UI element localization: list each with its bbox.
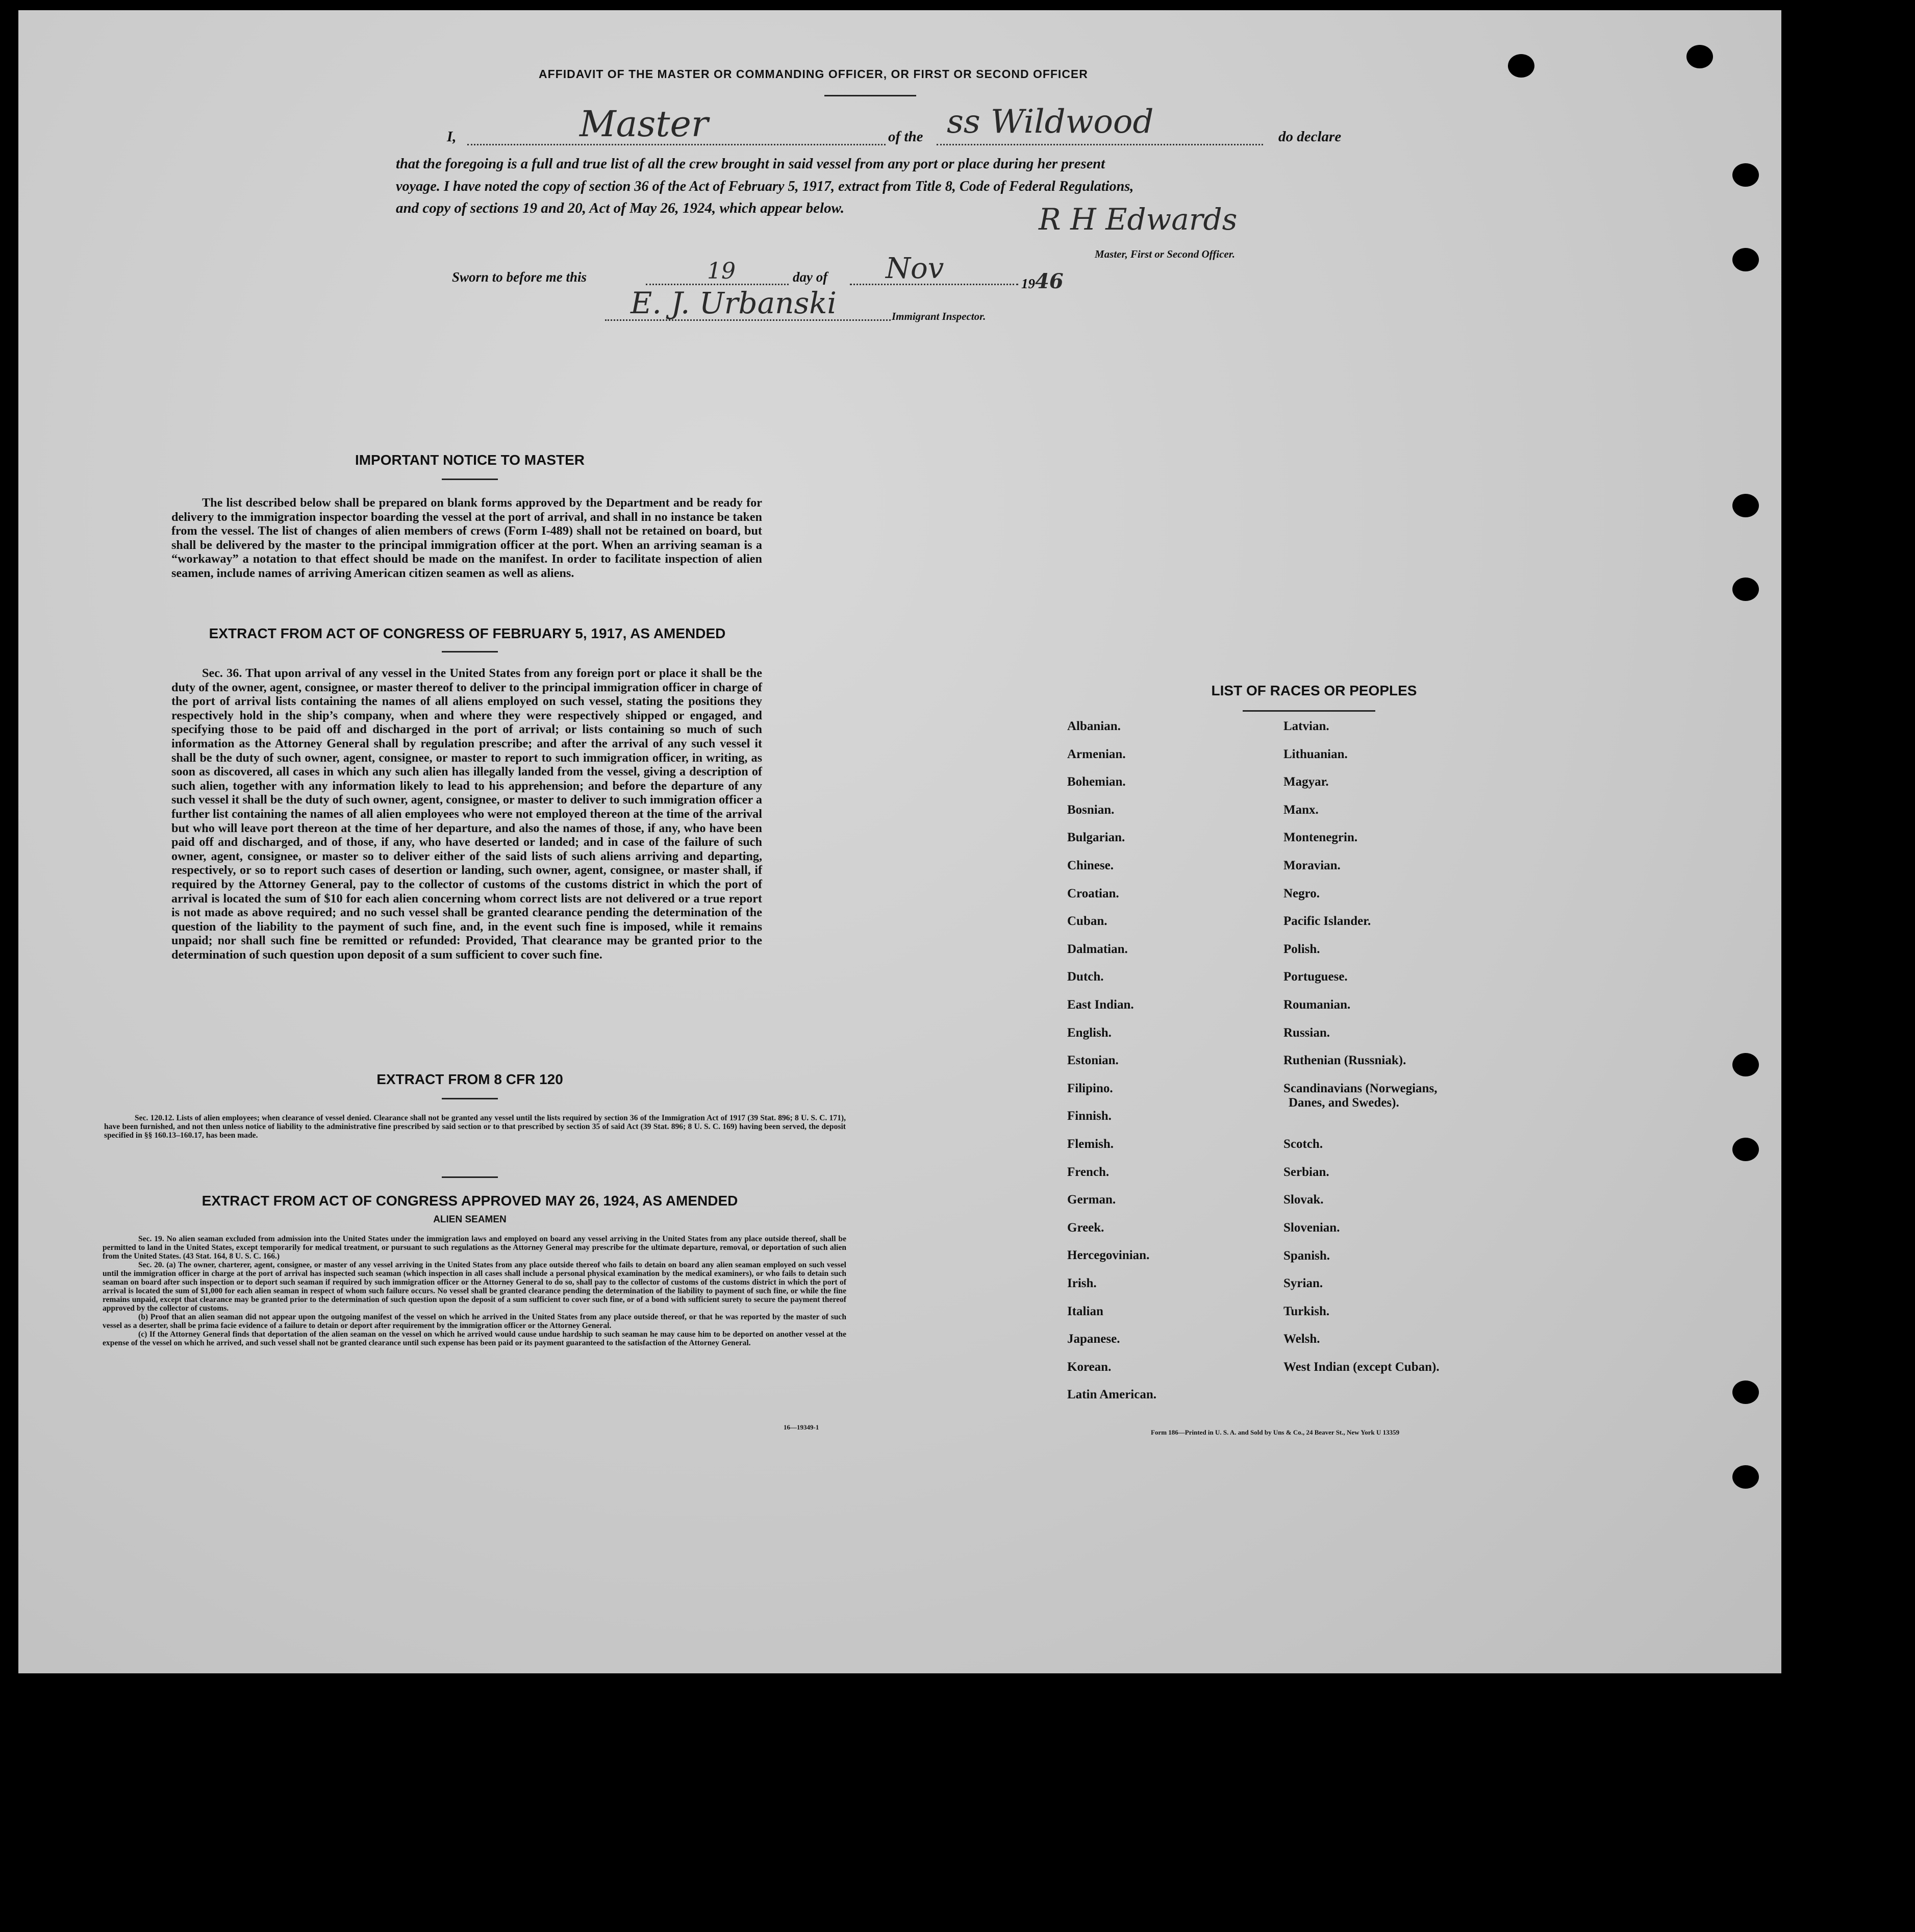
declaration-line-3: voyage. I have noted the copy of section 36 of the Act of February 5, 1917, extract from Title 8, Code of Federal Regulations, <box>396 179 1134 194</box>
race-item: Latvian. <box>1283 719 1329 733</box>
year-prefix-text: 19 <box>1021 276 1035 291</box>
race-item: Chinese. <box>1067 859 1114 872</box>
race-item: English. <box>1067 1025 1112 1040</box>
divider <box>442 1176 498 1178</box>
punch-hole <box>1732 1465 1759 1489</box>
cfr-title: EXTRACT FROM 8 CFR 120 <box>376 1071 563 1087</box>
race-item: Russian. <box>1283 1025 1330 1040</box>
day-of-label: day of <box>793 269 828 285</box>
sec-20a-text: Sec. 20. (a) The owner, charterer, agent, consignee, or master of any vessel arriving in the United States from any place outside thereof who fails to detain on board any alien seaman employed on such vessel until the immigration officer in charge at the port of arrival has inspected such seaman (which inspection in all cases shall include a personal physical examination by the medical examiners), or who fails to detain such seaman on board after such inspection or to deport such seaman if required by such immigration officer or the Attorney General to do so, shall pay to the collector of customs of the customs district in which the port of arrival is located the sum of $1,000 for each alien seaman in respect of whom such failure occurs. No vessel shall be granted clearance pending the determination of the liability to payment of such fine, or while the fine remains unpaid, except that clearance may be granted prior to the determination of such question upon the deposit of a sum sufficient to cover such fine, or of a bond with sufficient surety to secure the payment thereof approved by the collector of customs. <box>103 1261 846 1313</box>
race-item: Magyar. <box>1283 775 1329 789</box>
race-item: Estonian. <box>1067 1053 1119 1068</box>
handwritten-master: Master <box>579 103 709 145</box>
race-item: Slovak. <box>1283 1193 1324 1207</box>
race-item: Croatian. <box>1067 886 1119 900</box>
master-signature: R H Edwards <box>1039 202 1238 237</box>
notice-text: The list described below shall be prepared on blank forms approved by the Department and be ready for delivery to the immigration inspector boarding the vessel at the port of arrival, and shall in no instance be taken from the vessel. The list of changes of alien members of crews (Form I-489) shall not be retained on board, but shall be delivered by the master to the principal immigration officer at the port. When an arriving seaman is a “workaway” a notation to that effect should be made on the manifest. In order to facilitate inspection of alien seamen, include names of arriving American citizen seamen as well as aliens. <box>171 496 762 580</box>
punch-hole <box>1732 1138 1759 1161</box>
extract-1917-text: Sec. 36. That upon arrival of any vessel in the United States from any foreign port or place it shall be the duty of the owner, agent, consignee, or master thereof to deliver to the principal immigration officer in charge of the port of arrival lists containing the names of all aliens employed on such vessel, stating the positions they respectively hold in the ship’s company, when and where they were respectively shipped or engaged, and specifying those to be paid off and discharged in the port of arrival; or lists containing so much of such information as the Attorney General shall by regulation prescribe; and after the arrival of any such vessel it shall be the duty of such owner, agent, consignee, or master to report to such immigration officer, in writing, as soon as discovered, all cases in which any such alien has illegally landed from the vessel, giving a description of such alien, together with any information likely to lead to his apprehension; and before the departure of any such vessel it shall be the duty of such owner, agent, consignee, or master to deliver to such immigration officer a further list containing the names of all alien employees who were not employed thereon at the time of the arrival but who will leave port thereon at the time of her departure, and also the names of those, if any, who have been paid off and discharged, and of those, if any, who have deserted or landed; and in case of the failure of such owner, agent, consignee, or master so to deliver either of the said lists of such aliens arriving and departing, respectively, or so to report such cases of desertion or landing, such owner, agent, consignee, or master shall, if required by the Attorney General, pay to the collector of customs of the customs district in which the port of arrival is located the sum of $10 for each alien concerning whom correct lists are not delivered or a true report is not made as above required; and no such vessel shall be granted clearance pending the determination of the question of the liability to the payment of such fine, and, in the event such fine is imposed, while it remains unpaid; nor shall such fine be remitted or refunded: Provided, That clearance may be granted prior to the determination of such question upon deposit of a sum sufficient to cover such fine. <box>171 666 762 962</box>
do-declare-label: do declare <box>1278 129 1342 145</box>
cfr-underline <box>442 1098 498 1099</box>
vessel-underline <box>937 144 1263 145</box>
race-item: Bohemian. <box>1067 775 1126 789</box>
race-item: Danes, and Swedes). <box>1289 1095 1399 1110</box>
punch-hole <box>1732 1053 1759 1076</box>
race-item: West Indian (except Cuban). <box>1283 1360 1440 1374</box>
punch-hole <box>1732 494 1759 517</box>
document-sheet <box>18 10 1781 1673</box>
punch-hole <box>1686 45 1713 68</box>
race-item: Albanian. <box>1067 719 1121 733</box>
inspector-signature: E. J. Urbanski <box>631 286 837 320</box>
extract-1924-title: EXTRACT FROM ACT OF CONGRESS APPROVED MAY 26, 1924, AS AMENDED <box>201 1193 738 1209</box>
race-item: Finnish. <box>1067 1109 1112 1123</box>
race-item: Hercegovinian. <box>1067 1248 1150 1263</box>
race-item: Ruthenian (Russniak). <box>1283 1053 1406 1068</box>
race-item: Dalmatian. <box>1067 942 1128 956</box>
sworn-year: 46 <box>1035 269 1064 293</box>
race-item: Lithuanian. <box>1283 747 1348 761</box>
year-prefix <box>1021 269 1064 293</box>
race-item: Italian <box>1067 1304 1103 1318</box>
race-item: Irish. <box>1067 1276 1097 1290</box>
race-item: Syrian. <box>1283 1276 1323 1291</box>
race-item: Montenegrin. <box>1283 831 1358 845</box>
race-item: French. <box>1067 1165 1110 1179</box>
notice-underline <box>442 479 498 480</box>
sec-20c-text: (c) If the Attorney General finds that deportation of the alien seaman on the vessel on which he arrived would cause undue hardship to such seaman he may cause him to be deported on another vessel at the expense of the vessel on which he arrived, and such vessel shall not be granted clearance until such expense has been paid or its payment guaranteed to the satisfaction of the Attorney General. <box>103 1330 846 1347</box>
title-underline <box>824 95 916 96</box>
race-item: Korean. <box>1067 1360 1112 1374</box>
race-item: Scandinavians (Norwegians, <box>1283 1081 1438 1095</box>
race-item: Polish. <box>1283 942 1320 956</box>
races-title: LIST OF RACES OR PEOPLES <box>1211 683 1417 698</box>
extract-1917-title: EXTRACT FROM ACT OF CONGRESS OF FEBRUARY 5, 1917, AS AMENDED <box>209 625 726 641</box>
race-item: Slovenian. <box>1283 1221 1340 1235</box>
extract-1917-underline <box>442 651 498 653</box>
race-item: Serbian. <box>1283 1165 1329 1179</box>
sworn-month: Nov <box>886 252 944 285</box>
race-item: Manx. <box>1283 802 1319 817</box>
races-underline <box>1243 710 1375 712</box>
race-item: Dutch. <box>1067 970 1104 984</box>
race-item: East Indian. <box>1067 998 1134 1012</box>
race-item: Pacific Islander. <box>1283 914 1371 929</box>
race-item: Scotch. <box>1283 1137 1323 1151</box>
race-item: Greek. <box>1067 1220 1104 1235</box>
race-item: Cuban. <box>1067 914 1107 929</box>
race-item: Armenian. <box>1067 747 1126 761</box>
master-signature-caption: Master, First or Second Officer. <box>1095 248 1235 260</box>
sworn-day: 19 <box>707 258 736 284</box>
race-item: Spanish. <box>1283 1248 1330 1263</box>
punch-hole <box>1508 54 1534 78</box>
inspector-caption: Immigrant Inspector. <box>892 310 986 322</box>
notice-title: IMPORTANT NOTICE TO MASTER <box>355 452 585 468</box>
race-item: Bulgarian. <box>1067 831 1125 845</box>
sworn-prefix: Sworn to before me this <box>452 269 587 285</box>
punch-hole <box>1732 578 1759 601</box>
punch-hole <box>1732 163 1759 187</box>
extract-1924-subtitle: ALIEN SEAMEN <box>433 1214 507 1225</box>
race-item: Flemish. <box>1067 1137 1114 1151</box>
punch-hole <box>1732 1381 1759 1404</box>
declaration-line-4: and copy of sections 19 and 20, Act of May 26, 1924, which appear below. <box>396 200 845 216</box>
extract-1924-body <box>103 1235 846 1347</box>
handwritten-vessel: ss Wildwood <box>947 103 1154 141</box>
form-footer: Form 186—Printed in U. S. A. and Sold by Uns & Co., 24 Beaver St., New York U 13359 <box>1151 1428 1400 1436</box>
race-item: Bosnian. <box>1067 802 1115 817</box>
race-item: German. <box>1067 1193 1116 1207</box>
race-item: Welsh. <box>1283 1332 1320 1346</box>
sec-20b-text: (b) Proof that an alien seaman did not appear upon the outgoing manifest of the vessel on which he arrived in the United States from any place outside thereof, or that he was reported by the master of such vessel as a deserter, shall be prima facie evidence of a failure to detain or deport after requirement by the immigration officer or the Attorney General. <box>103 1313 846 1330</box>
cfr-text: Sec. 120.12. Lists of alien employees; when clearance of vessel denied. Clearance shall not be granted any vessel until the lists required by section 36 of the Immigration Act of 1917 (39 Stat. 896; 8 U. S. C. 171), have been furnished, and not then unless notice of liability to the administrative fine prescribed by said section or to that prescribed by section 35 of said Act (39 Stat. 896; 8 U. S. C. 169) having been served, the deposit specified in §§ 160.13–160.17, has been made. <box>104 1114 846 1140</box>
race-item: Latin American. <box>1067 1388 1156 1402</box>
punch-hole <box>1732 248 1759 271</box>
declaration-line-2: that the foregoing is a full and true list of all the crew brought in said vessel from any port or place during her present <box>396 156 1105 172</box>
race-item: Portuguese. <box>1283 970 1348 984</box>
form-code: 16—19349-1 <box>784 1423 819 1431</box>
affidavit-title: AFFIDAVIT OF THE MASTER OR COMMANDING OFFICER, OR FIRST OR SECOND OFFICER <box>539 67 1088 81</box>
of-the-label: of the <box>888 129 923 145</box>
race-item: Filipino. <box>1067 1081 1113 1095</box>
declarant-prefix: I, <box>447 129 457 145</box>
sec-19-text: Sec. 19. No alien seaman excluded from admission into the United States under the immigration laws and employed on board any vessel arriving in the United States from any place outside thereof, shall be permitted to land in the United States, except temporarily for medical treatment, or pursuant to such regulations as the Attorney General may prescribe for the ultimate departure, removal, or deportation of such alien from the United States. (43 Stat. 164, 8 U. S. C. 166.) <box>103 1235 846 1261</box>
race-item: Turkish. <box>1283 1304 1330 1318</box>
race-item: Japanese. <box>1067 1332 1120 1346</box>
race-item: Negro. <box>1283 886 1320 900</box>
race-item: Roumanian. <box>1283 998 1351 1012</box>
race-item: Moravian. <box>1283 859 1341 872</box>
